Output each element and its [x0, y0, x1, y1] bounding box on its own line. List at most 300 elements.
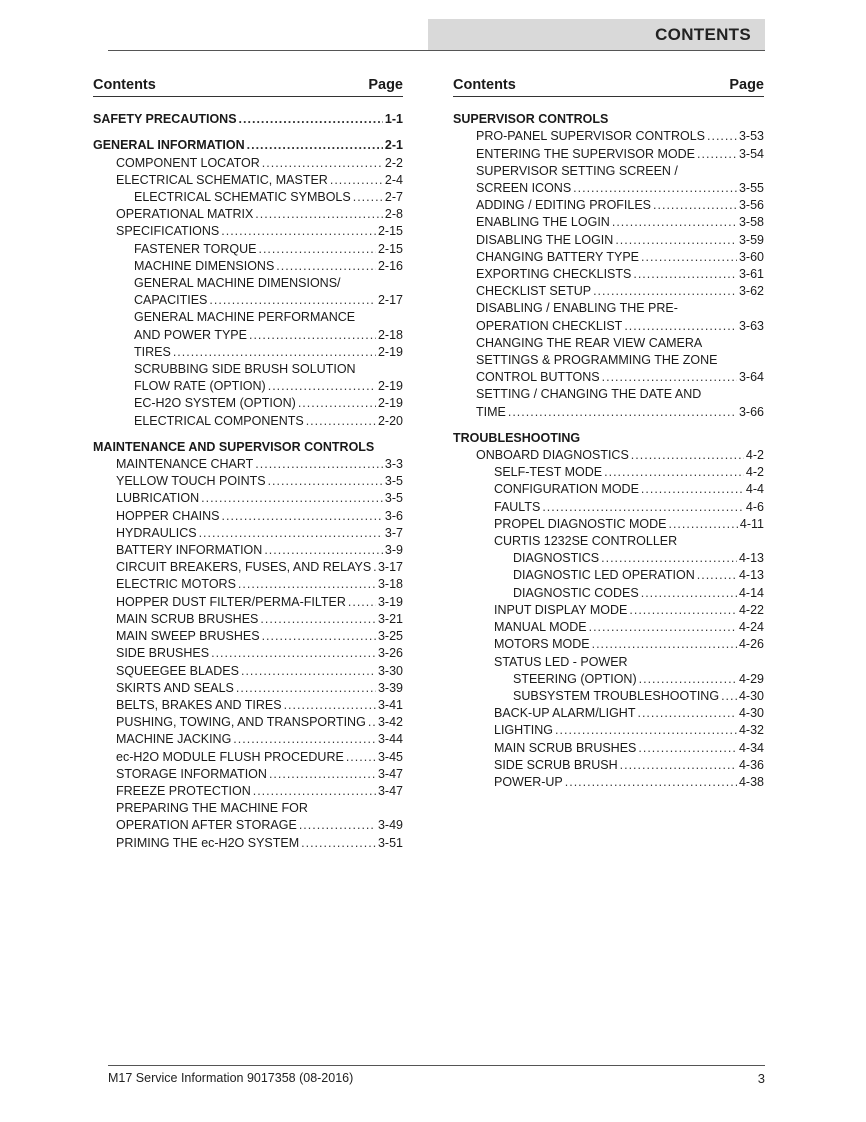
toc-entry-title: ENABLING THE LOGIN — [476, 215, 610, 230]
toc-entry-page: 4-22 — [738, 602, 764, 617]
toc-entry[interactable] — [453, 705, 764, 722]
toc-entry-title: DISABLING THE LOGIN — [476, 232, 614, 247]
toc-entry-page: 4-30 — [738, 706, 764, 721]
dot-leader — [253, 783, 376, 800]
toc-entry-title: MAIN SCRUB BRUSHES — [494, 740, 637, 755]
dot-leader — [638, 740, 737, 757]
toc-entry-title: CHECKLIST SETUP — [476, 284, 592, 299]
toc-entry[interactable] — [453, 180, 764, 197]
toc-entry[interactable] — [453, 671, 764, 688]
toc-entry-title: BACK-UP ALARM/LIGHT — [494, 706, 636, 721]
toc-entry-page: 2-19 — [377, 396, 403, 411]
toc-entry[interactable] — [93, 309, 403, 326]
dot-leader — [602, 369, 737, 386]
toc-entry-title: CHANGING BATTERY TYPE — [476, 249, 640, 264]
footer-rule — [108, 1065, 765, 1066]
toc-entry[interactable] — [93, 327, 403, 344]
toc-entry[interactable] — [93, 542, 403, 559]
toc-section — [93, 439, 403, 852]
dot-leader — [239, 111, 383, 128]
toc-entry[interactable] — [93, 473, 403, 490]
toc-column-header — [93, 77, 403, 97]
header-rule — [108, 50, 765, 51]
toc-entry-page: 3-55 — [738, 181, 764, 196]
toc-entry[interactable] — [93, 241, 403, 258]
dot-leader — [641, 249, 737, 266]
toc-entry-page: 3-42 — [377, 715, 403, 730]
dot-leader — [255, 206, 383, 223]
dot-leader — [604, 464, 744, 481]
toc-entry[interactable] — [453, 636, 764, 653]
toc-entry-title: GENERAL MACHINE PERFORMANCE — [134, 310, 356, 325]
toc-entry-page: 2-16 — [377, 258, 403, 273]
dot-leader — [668, 516, 737, 533]
toc-entry-title: SIDE SCRUB BRUSH — [494, 757, 618, 772]
toc-sections — [453, 111, 764, 791]
dot-leader — [631, 447, 744, 464]
page-heading: Page — [368, 77, 403, 93]
dot-leader — [268, 473, 383, 490]
toc-entry-title: EC-H2O SYSTEM (OPTION) — [134, 396, 296, 411]
toc-entry[interactable] — [453, 146, 764, 163]
dot-leader — [306, 413, 376, 430]
toc-entry[interactable] — [453, 550, 764, 567]
toc-entry-page: 2-20 — [377, 413, 403, 428]
dot-leader — [653, 197, 737, 214]
toc-entry-page: 4-14 — [738, 585, 764, 600]
toc-entry-title: OPERATION CHECKLIST — [476, 318, 623, 333]
toc-entry-page: 2-1 — [384, 138, 403, 153]
toc-entry-title: ELECTRICAL SCHEMATIC SYMBOLS — [134, 190, 351, 205]
toc-entry-title: AND POWER TYPE — [134, 327, 247, 342]
toc-entry-page: 4-6 — [745, 499, 764, 514]
toc-entry[interactable] — [93, 155, 403, 172]
dot-leader — [258, 241, 375, 258]
toc-entry-title: LUBRICATION — [116, 491, 200, 506]
page-heading: Page — [729, 77, 764, 93]
toc-entry[interactable] — [453, 386, 764, 403]
toc-entry[interactable] — [453, 283, 764, 300]
toc-entry-title: HYDRAULICS — [116, 525, 197, 540]
toc-entry[interactable] — [453, 352, 764, 369]
toc-entry-title: SIDE BRUSHES — [116, 646, 210, 661]
dot-leader — [508, 404, 737, 421]
toc-entry-page: 3-41 — [377, 697, 403, 712]
toc-entry-page: 3-51 — [377, 835, 403, 850]
dot-leader — [211, 645, 376, 662]
toc-entry-page: 3-53 — [738, 129, 764, 144]
toc-entry[interactable] — [453, 722, 764, 739]
dot-leader — [353, 189, 383, 206]
toc-entry[interactable] — [453, 516, 764, 533]
toc-entry-page: 4-38 — [738, 774, 764, 789]
toc-section — [453, 111, 764, 421]
toc-entry-title: HOPPER DUST FILTER/PERMA-FILTER — [116, 594, 346, 609]
toc-entry-title: MAINTENANCE CHART — [116, 457, 254, 472]
toc-entry[interactable] — [93, 645, 403, 662]
dot-leader — [573, 180, 737, 197]
toc-entry[interactable] — [453, 757, 764, 774]
toc-entry-title: CURTIS 1232SE CONTROLLER — [494, 534, 678, 549]
dot-leader — [639, 671, 737, 688]
toc-entry-title: MACHINE JACKING — [116, 732, 232, 747]
toc-entry-page: 1-1 — [384, 112, 403, 127]
toc-entry[interactable] — [93, 172, 403, 189]
toc-entry[interactable] — [93, 490, 403, 507]
toc-entry-title: PRO-PANEL SUPERVISOR CONTROLS — [476, 129, 705, 144]
toc-entry-page: 3-47 — [377, 766, 403, 781]
toc-entry[interactable] — [93, 223, 403, 240]
toc-entry[interactable] — [93, 111, 403, 128]
dot-leader — [238, 576, 376, 593]
toc-entry-page: 4-24 — [738, 620, 764, 635]
toc-entry-title: CHANGING THE REAR VIEW CAMERA — [476, 335, 703, 350]
page-title — [428, 19, 765, 50]
dot-leader — [542, 499, 744, 516]
toc-entry-page: 4-32 — [738, 723, 764, 738]
toc-entry-title: POWER-UP — [494, 774, 563, 789]
toc-entry-page: 2-19 — [377, 344, 403, 359]
toc-entry[interactable] — [93, 680, 403, 697]
toc-entry-page: 3-26 — [377, 646, 403, 661]
toc-entry[interactable] — [93, 663, 403, 680]
dot-leader — [615, 232, 737, 249]
toc-entry[interactable] — [93, 731, 403, 748]
toc-entry-title: CAPACITIES — [134, 293, 208, 308]
toc-entry[interactable] — [453, 369, 764, 386]
toc-entry[interactable] — [93, 206, 403, 223]
toc-entry[interactable] — [453, 232, 764, 249]
dot-leader — [299, 817, 376, 834]
dot-leader — [247, 137, 383, 154]
toc-entry-page: 3-62 — [738, 284, 764, 299]
toc-entry-title: TIRES — [134, 344, 171, 359]
dot-leader — [641, 481, 744, 498]
toc-entry-page: 4-29 — [738, 671, 764, 686]
toc-entry-title: MACHINE DIMENSIONS — [134, 258, 275, 273]
toc-entry-page: 3-5 — [384, 474, 403, 489]
toc-entry-page: 2-15 — [377, 241, 403, 256]
toc-entry-title: FASTENER TORQUE — [134, 241, 257, 256]
toc-entry[interactable] — [93, 439, 403, 456]
toc-entry-page: 3-17 — [377, 560, 403, 575]
toc-entry-page: 3-63 — [738, 318, 764, 333]
toc-entry-title: SUBSYSTEM TROUBLESHOOTING — [513, 688, 720, 703]
dot-leader — [629, 602, 737, 619]
toc-entry[interactable] — [453, 481, 764, 498]
toc-entry-title: SQUEEGEE BLADES — [116, 663, 239, 678]
dot-leader — [633, 266, 737, 283]
toc-entry-title: ONBOARD DIAGNOSTICS — [476, 448, 629, 463]
toc-entry[interactable] — [93, 361, 403, 378]
dot-leader — [269, 766, 376, 783]
toc-entry-title: PUSHING, TOWING, AND TRANSPORTING — [116, 715, 366, 730]
dot-leader — [565, 774, 737, 791]
toc-entry-title: HOPPER CHAINS — [116, 508, 220, 523]
dot-leader — [601, 550, 737, 567]
toc-entry[interactable] — [93, 525, 403, 542]
toc-entry[interactable] — [93, 378, 403, 395]
toc-entry-title: STEERING (OPTION) — [513, 671, 637, 686]
toc-entry[interactable] — [93, 594, 403, 611]
toc-entry-title: SUPERVISOR CONTROLS — [453, 112, 609, 127]
toc-entry[interactable] — [453, 447, 764, 464]
toc-entry-page: 4-13 — [738, 568, 764, 583]
toc-entry-title: FLOW RATE (OPTION) — [134, 379, 266, 394]
toc-entry-title: DIAGNOSTIC LED OPERATION — [513, 568, 695, 583]
dot-leader — [173, 344, 376, 361]
dot-leader — [260, 611, 376, 628]
toc-entry-title: CONTROL BUTTONS — [476, 370, 600, 385]
toc-entry-page: 4-34 — [738, 740, 764, 755]
toc-entry-title: SCRUBBING SIDE BRUSH SOLUTION — [134, 362, 356, 377]
toc-entry-title: SETTINGS & PROGRAMMING THE ZONE — [476, 353, 718, 368]
toc-entry[interactable] — [93, 783, 403, 800]
dot-leader — [236, 680, 376, 697]
toc-entry[interactable] — [453, 740, 764, 757]
dot-leader — [264, 542, 383, 559]
dot-leader — [262, 155, 383, 172]
toc-entry[interactable] — [93, 817, 403, 834]
dot-leader — [255, 456, 383, 473]
toc-entry-title: BATTERY INFORMATION — [116, 543, 263, 558]
toc-entry[interactable] — [93, 800, 403, 817]
toc-entry-page: 3-47 — [377, 783, 403, 798]
toc-entry-page: 2-15 — [377, 224, 403, 239]
toc-entry[interactable] — [453, 774, 764, 791]
dot-leader — [620, 757, 737, 774]
toc-entry[interactable] — [93, 189, 403, 206]
toc-entry[interactable] — [453, 128, 764, 145]
toc-entry[interactable] — [93, 413, 403, 430]
toc-entry-page: 3-30 — [377, 663, 403, 678]
toc-entry-title: LIGHTING — [494, 723, 554, 738]
toc-section — [93, 111, 403, 128]
toc-entry-page: 4-36 — [738, 757, 764, 772]
toc-entry-page: 2-7 — [384, 190, 403, 205]
toc-entry[interactable] — [93, 559, 403, 576]
dot-leader — [612, 214, 737, 231]
dot-leader — [624, 318, 737, 335]
toc-entry[interactable] — [453, 404, 764, 421]
toc-entry-title: GENERAL INFORMATION — [93, 138, 245, 153]
toc-entry-title: OPERATIONAL MATRIX — [116, 207, 254, 222]
toc-entry-title: ELECTRIC MOTORS — [116, 577, 236, 592]
toc-entry[interactable] — [93, 766, 403, 783]
toc-entry[interactable] — [93, 714, 403, 731]
toc-entry-title: STATUS LED - POWER — [494, 654, 628, 669]
page-title-text: CONTENTS — [655, 24, 751, 44]
toc-entry-page: 2-18 — [377, 327, 403, 342]
toc-entry-page: 3-21 — [377, 611, 403, 626]
toc-section — [93, 137, 403, 429]
toc-entry[interactable] — [93, 292, 403, 309]
dot-leader — [298, 395, 376, 412]
toc-entry-page: 4-4 — [745, 482, 764, 497]
toc-entry-page: 3-45 — [377, 749, 403, 764]
toc-entry-title: EXPORTING CHECKLISTS — [476, 267, 632, 282]
toc-entry-page: 3-3 — [384, 457, 403, 472]
toc-entry[interactable] — [93, 275, 403, 292]
toc-entry-title: DISABLING / ENABLING THE PRE- — [476, 301, 678, 316]
toc-entry[interactable] — [453, 335, 764, 352]
toc-entry[interactable] — [453, 567, 764, 584]
toc-entry[interactable] — [93, 258, 403, 275]
toc-entry[interactable] — [453, 318, 764, 335]
toc-column-left — [93, 77, 403, 861]
toc-entry-title: SPECIFICATIONS — [116, 224, 220, 239]
dot-leader — [262, 628, 376, 645]
dot-leader — [233, 731, 376, 748]
toc-entry-page: 3-58 — [738, 215, 764, 230]
toc-entry-page: 3-7 — [384, 525, 403, 540]
toc-entry-title: PRIMING THE ec-H2O SYSTEM — [116, 835, 300, 850]
toc-entry[interactable] — [93, 835, 403, 852]
toc-entry-title: MOTORS MODE — [494, 637, 590, 652]
dot-leader — [284, 697, 376, 714]
toc-entry[interactable] — [93, 395, 403, 412]
dot-leader — [209, 292, 376, 309]
toc-entry-title: TIME — [476, 404, 506, 419]
toc-entry[interactable] — [93, 137, 403, 154]
toc-entry-page: 3-18 — [377, 577, 403, 592]
toc-entry-title: BELTS, BRAKES AND TIRES — [116, 697, 282, 712]
toc-entry-page: 3-5 — [384, 491, 403, 506]
toc-entry[interactable] — [453, 163, 764, 180]
toc-column-right — [453, 77, 764, 800]
toc-entry-title: COMPONENT LOCATOR — [116, 155, 260, 170]
toc-entry-title: CIRCUIT BREAKERS, FUSES, AND RELAYS — [116, 560, 372, 575]
toc-entry[interactable] — [453, 266, 764, 283]
dot-leader — [268, 378, 376, 395]
toc-entry-page: 3-19 — [377, 594, 403, 609]
toc-entry-page: 3-39 — [377, 680, 403, 695]
dot-leader — [346, 749, 376, 766]
toc-sections — [93, 111, 403, 852]
toc-entry-page: 2-2 — [384, 155, 403, 170]
toc-entry-title: ENTERING THE SUPERVISOR MODE — [476, 146, 696, 161]
dot-leader — [697, 146, 737, 163]
toc-entry[interactable] — [453, 214, 764, 231]
toc-entry-title: OPERATION AFTER STORAGE — [116, 818, 297, 833]
toc-entry-page: 2-4 — [384, 172, 403, 187]
toc-entry-page: 2-17 — [377, 293, 403, 308]
toc-entry-title: SCREEN ICONS — [476, 181, 572, 196]
toc-entry-page: 3-61 — [738, 267, 764, 282]
toc-entry-title: FREEZE PROTECTION — [116, 783, 251, 798]
toc-entry-title: SETTING / CHANGING THE DATE AND — [476, 387, 702, 402]
toc-entry-page: 3-54 — [738, 146, 764, 161]
toc-entry[interactable] — [93, 576, 403, 593]
toc-entry-page: 4-2 — [745, 448, 764, 463]
toc-entry-title: TROUBLESHOOTING — [453, 430, 581, 445]
toc-entry-title: SKIRTS AND SEALS — [116, 680, 234, 695]
toc-entry[interactable] — [453, 688, 764, 705]
toc-entry[interactable] — [453, 249, 764, 266]
toc-entry-title: DIAGNOSTIC CODES — [513, 585, 639, 600]
toc-entry-title: CONFIGURATION MODE — [494, 482, 639, 497]
toc-entry-page: 3-64 — [738, 370, 764, 385]
toc-entry[interactable] — [453, 111, 764, 128]
toc-entry-title: FAULTS — [494, 499, 541, 514]
dot-leader — [199, 525, 383, 542]
toc-entry[interactable] — [453, 533, 764, 550]
toc-entry[interactable] — [453, 499, 764, 516]
toc-entry-page: 3-25 — [377, 629, 403, 644]
toc-entry-title: GENERAL MACHINE DIMENSIONS/ — [134, 276, 341, 291]
toc-entry[interactable] — [453, 197, 764, 214]
toc-entry-title: SELF-TEST MODE — [494, 465, 603, 480]
footer-document-id: M17 Service Information 9017358 (08-2016) — [108, 1071, 354, 1085]
dot-leader — [697, 567, 737, 584]
toc-entry-title: ELECTRICAL SCHEMATIC, MASTER — [116, 172, 328, 187]
toc-entry-page: 3-66 — [738, 404, 764, 419]
dot-leader — [241, 663, 376, 680]
toc-entry-title: MANUAL MODE — [494, 620, 587, 635]
toc-entry-page: 3-44 — [377, 732, 403, 747]
contents-heading: Contents — [453, 77, 516, 93]
dot-leader — [641, 585, 737, 602]
toc-entry-title: YELLOW TOUCH POINTS — [116, 474, 266, 489]
dot-leader — [222, 508, 383, 525]
dot-leader — [276, 258, 376, 275]
toc-entry-page: 2-8 — [384, 207, 403, 222]
toc-entry-page: 4-2 — [745, 465, 764, 480]
toc-entry-title: PROPEL DIAGNOSTIC MODE — [494, 516, 667, 531]
toc-entry[interactable] — [93, 611, 403, 628]
dot-leader — [373, 559, 376, 576]
toc-section — [453, 430, 764, 791]
dot-leader — [593, 283, 737, 300]
dot-leader — [589, 619, 737, 636]
toc-entry[interactable] — [93, 456, 403, 473]
toc-entry[interactable] — [93, 508, 403, 525]
toc-entry-title: SUPERVISOR SETTING SCREEN / — [476, 163, 678, 178]
toc-entry[interactable] — [453, 654, 764, 671]
toc-entry-title: ADDING / EDITING PROFILES — [476, 198, 652, 213]
toc-entry[interactable] — [453, 585, 764, 602]
toc-entry-page: 3-56 — [738, 198, 764, 213]
toc-entry-title: MAIN SCRUB BRUSHES — [116, 611, 259, 626]
toc-entry-page: 4-13 — [738, 551, 764, 566]
dot-leader — [368, 714, 376, 731]
toc-entry[interactable] — [453, 602, 764, 619]
toc-entry-page: 3-60 — [738, 249, 764, 264]
toc-entry[interactable] — [453, 619, 764, 636]
toc-entry[interactable] — [93, 749, 403, 766]
toc-entry-page: 2-19 — [377, 379, 403, 394]
toc-entry[interactable] — [453, 300, 764, 317]
toc-entry-title: SAFETY PRECAUTIONS — [93, 112, 237, 127]
toc-entry[interactable] — [453, 464, 764, 481]
dot-leader — [201, 490, 383, 507]
toc-entry-title: PREPARING THE MACHINE FOR — [116, 801, 308, 816]
toc-entry[interactable] — [93, 344, 403, 361]
toc-entry[interactable] — [93, 628, 403, 645]
toc-entry-title: MAINTENANCE AND SUPERVISOR CONTROLS — [93, 439, 375, 454]
toc-entry-title: MAIN SWEEP BRUSHES — [116, 629, 260, 644]
toc-entry-page: 4-26 — [738, 637, 764, 652]
dot-leader — [221, 223, 376, 240]
toc-entry-title: ELECTRICAL COMPONENTS — [134, 413, 304, 428]
dot-leader — [555, 722, 737, 739]
toc-entry[interactable] — [453, 430, 764, 447]
dot-leader — [330, 172, 383, 189]
toc-entry[interactable] — [93, 697, 403, 714]
toc-entry-title: ec-H2O MODULE FLUSH PROCEDURE — [116, 749, 344, 764]
footer-page-number: 3 — [757, 1071, 765, 1086]
toc-entry-page: 4-11 — [739, 516, 764, 531]
